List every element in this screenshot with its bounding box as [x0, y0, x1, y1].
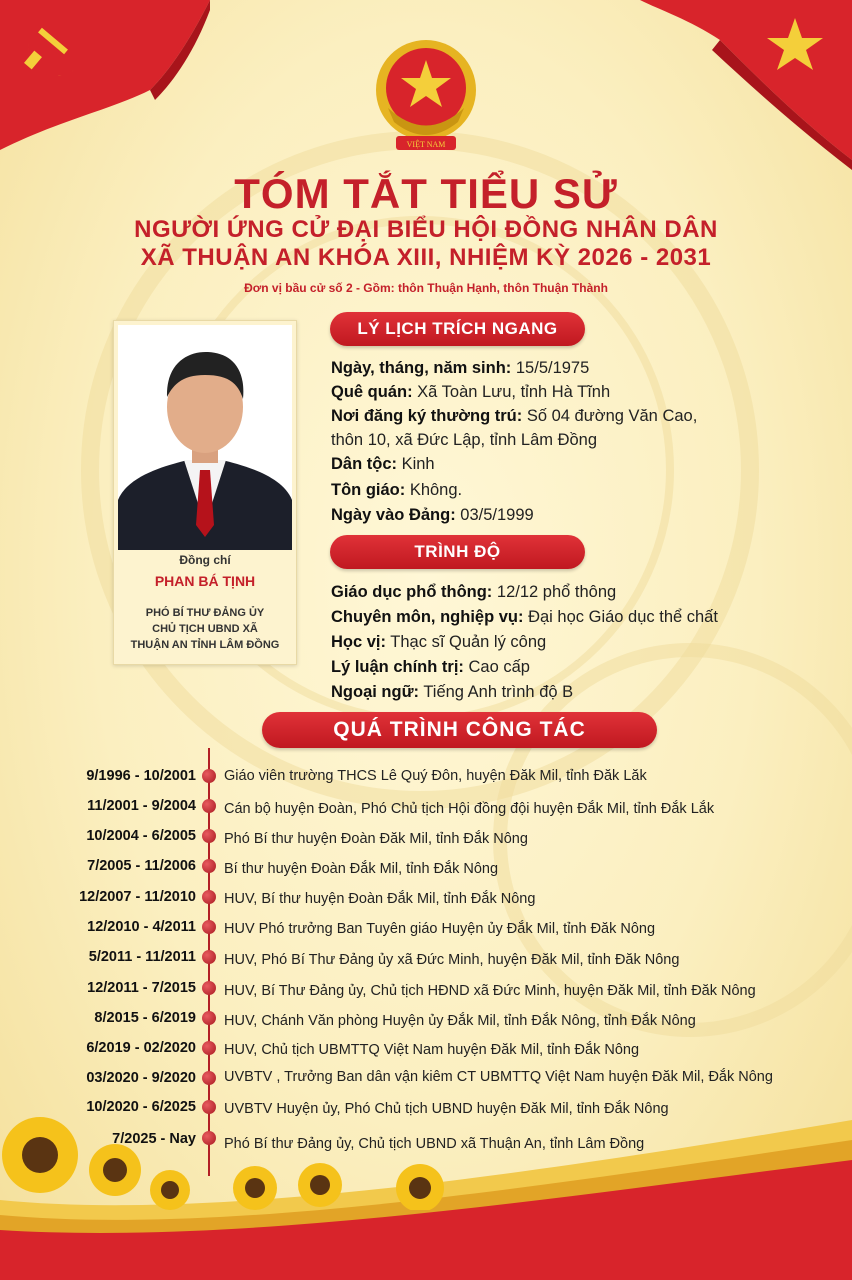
timeline-date: 03/2020 - 9/2020: [86, 1070, 196, 1086]
religion-row: [331, 478, 462, 502]
field-label: Ngoại ngữ:: [331, 683, 420, 701]
timeline-description: UVBTV , Trưởng Ban dân vận kiêm CT UBMTTQ Việt Nam huyện Đăk Mil, Đắk Nông: [224, 1069, 773, 1085]
field-label: Lý luận chính trị:: [331, 658, 464, 676]
field-label: Học vị:: [331, 633, 387, 651]
field-value: Số 04 đường Văn Cao,: [522, 407, 698, 425]
timeline-date: 12/2007 - 11/2010: [79, 889, 196, 905]
field-value: Kinh: [397, 455, 435, 473]
degree-row: [331, 630, 546, 654]
hometown-row: [331, 380, 610, 404]
position-line: THUẬN AN TỈNH LÂM ĐỒNG: [130, 639, 280, 651]
timeline-description: HUV, Bí thư huyện Đoàn Đắk Mil, tỉnh Đắk Nông: [224, 891, 536, 907]
candidate-position: [114, 605, 296, 653]
residence-row: [331, 404, 697, 428]
sunflower-icon: [150, 1170, 190, 1210]
language-row: [331, 680, 573, 704]
timeline-description: Phó Bí thư huyện Đoàn Đăk Mil, tỉnh Đắk Nông: [224, 831, 528, 847]
timeline-date: 9/1996 - 10/2001: [86, 768, 196, 784]
field-value: Không.: [405, 481, 463, 499]
party-flag: [0, 0, 210, 150]
timeline-dot-icon: [202, 890, 216, 904]
sunflower-icon: [2, 1117, 78, 1193]
portrait-icon: [118, 325, 292, 550]
timeline-description: Cán bộ huyện Đoàn, Phó Chủ tịch Hội đồng đội huyện Đắk Mil, tỉnh Đắk Lắk: [224, 801, 715, 817]
field-label: Ngày vào Đảng:: [331, 506, 456, 524]
candidate-name: PHAN BÁ TỊNH: [154, 573, 256, 589]
field-value: 15/5/1975: [511, 359, 590, 377]
timeline-date: 7/2005 - 11/2006: [87, 858, 196, 874]
residence-row-2: [331, 428, 597, 452]
timeline-date: 10/2004 - 6/2005: [86, 828, 196, 844]
candidate-photo: [118, 325, 292, 550]
subtitle-line-1: NGƯỜI ỨNG CỬ ĐẠI BIỂU HỘI ĐỒNG NHÂN DÂN: [134, 216, 718, 243]
education-heading: TRÌNH ĐỘ: [330, 535, 585, 569]
timeline-dot-icon: [202, 829, 216, 843]
timeline-description: Giáo viên trường THCS Lê Quý Đôn, huyện Đăk Mil, tỉnh Đăk Lăk: [224, 768, 647, 784]
subtitle-line-2: XÃ THUẬN AN KHÓA XIII, NHIỆM KỲ 2026 - 2031: [140, 244, 712, 271]
timeline-date: 8/2015 - 6/2019: [94, 1010, 196, 1026]
national-emblem-icon: [366, 38, 486, 158]
career-heading: QUÁ TRÌNH CÔNG TÁC: [262, 712, 657, 748]
timeline-date: 10/2020 - 6/2025: [86, 1099, 196, 1115]
timeline-dot-icon: [202, 859, 216, 873]
timeline-description: Phó Bí thư Đảng ủy, Chủ tịch UBND xã Thuận An, tỉnh Lâm Đồng: [224, 1136, 645, 1152]
sunflowers-decoration: [0, 1110, 520, 1210]
field-value: thôn 10, xã Đức Lập, tỉnh Lâm Đồng: [331, 431, 598, 449]
field-value: Xã Toàn Lưu, tỉnh Hà Tĩnh: [412, 383, 611, 401]
field-label: Nơi đăng ký thường trú:: [331, 407, 523, 425]
timeline-description: HUV Phó trưởng Ban Tuyên giáo Huyện ủy Đắk Mil, tỉnh Đăk Nông: [224, 921, 656, 937]
sunflower-icon: [298, 1163, 342, 1207]
timeline-dot-icon: [202, 920, 216, 934]
bio-heading: LÝ LỊCH TRÍCH NGANG: [330, 312, 585, 346]
timeline-date: 5/2011 - 11/2011: [88, 949, 196, 965]
general-edu-row: [331, 580, 616, 604]
timeline-description: HUV, Bí Thư Đảng ủy, Chủ tịch HĐND xã Đức Minh, huyện Đăk Mil, tỉnh Đăk Nông: [224, 983, 756, 999]
page-title: TÓM TẮT TIỂU SỬ: [234, 170, 618, 217]
position-line: CHỦ TỊCH UBND XÃ: [152, 623, 258, 635]
timeline-dot-icon: [202, 1011, 216, 1025]
timeline-dot-icon: [202, 799, 216, 813]
svg-text:VIỆT NAM: VIỆT NAM: [406, 140, 446, 149]
party-row: [331, 503, 534, 527]
ethnicity-row: [331, 452, 435, 476]
field-label: Giáo dục phổ thông:: [331, 583, 493, 601]
timeline-dot-icon: [202, 769, 216, 783]
candidate-honorific: Đồng chí: [179, 553, 231, 567]
timeline-dot-icon: [202, 981, 216, 995]
field-label: Dân tộc:: [331, 455, 397, 473]
timeline-date: 11/2001 - 9/2004: [87, 798, 196, 814]
field-label: Chuyên môn, nghiệp vụ:: [331, 608, 524, 626]
candidate-card: [113, 320, 297, 665]
birth-row: [331, 356, 589, 380]
timeline-description: Bí thư huyện Đoàn Đắk Mil, tỉnh Đắk Nông: [224, 861, 499, 877]
sunflower-icon: [396, 1164, 444, 1210]
field-value: Đại học Giáo dục thể chất: [523, 608, 718, 626]
field-value: 03/5/1999: [455, 506, 534, 524]
field-label: Quê quán:: [331, 383, 413, 401]
field-value: 12/12 phổ thông: [492, 583, 617, 601]
timeline-date: 12/2010 - 4/2011: [87, 919, 196, 935]
timeline-date: 6/2019 - 02/2020: [86, 1040, 196, 1056]
timeline-description: HUV, Phó Bí Thư Đảng ủy xã Đức Minh, huyện Đăk Mil, tỉnh Đăk Nông: [224, 952, 680, 968]
timeline-dot-icon: [202, 1071, 216, 1085]
timeline-dot-icon: [202, 950, 216, 964]
sunflower-icon: [89, 1144, 141, 1196]
timeline-dot-icon: [202, 1041, 216, 1055]
specialty-row: [331, 605, 718, 629]
field-label: Ngày, tháng, năm sinh:: [331, 359, 512, 377]
political-row: [331, 655, 530, 679]
timeline-description: HUV, Chủ tịch UBMTTQ Việt Nam huyện Đăk Mil, tỉnh Đắk Nông: [224, 1042, 640, 1058]
timeline-date: 12/2011 - 7/2015: [87, 980, 196, 996]
timeline-date: 7/2025 - Nay: [112, 1131, 196, 1147]
field-value: Cao cấp: [463, 658, 530, 676]
sunflower-icon: [233, 1166, 277, 1210]
position-line: PHÓ BÍ THƯ ĐẢNG ỦY: [145, 607, 265, 619]
constituency-note: Đơn vị bầu cử số 2 - Gồm: thôn Thuận Hạnh, thôn Thuận Thành: [244, 281, 608, 295]
field-value: Tiếng Anh trình độ B: [419, 683, 574, 701]
timeline-description: UVBTV Huyện ủy, Phó Chủ tịch UBND huyện Đăk Mil, tỉnh Đắk Nông: [224, 1101, 669, 1117]
timeline-description: HUV, Chánh Văn phòng Huyện ủy Đắk Mil, tỉnh Đắk Nông, tỉnh Đắk Nông: [224, 1013, 696, 1029]
field-label: Tôn giáo:: [331, 481, 406, 499]
field-value: Thạc sĩ Quản lý công: [386, 633, 547, 651]
